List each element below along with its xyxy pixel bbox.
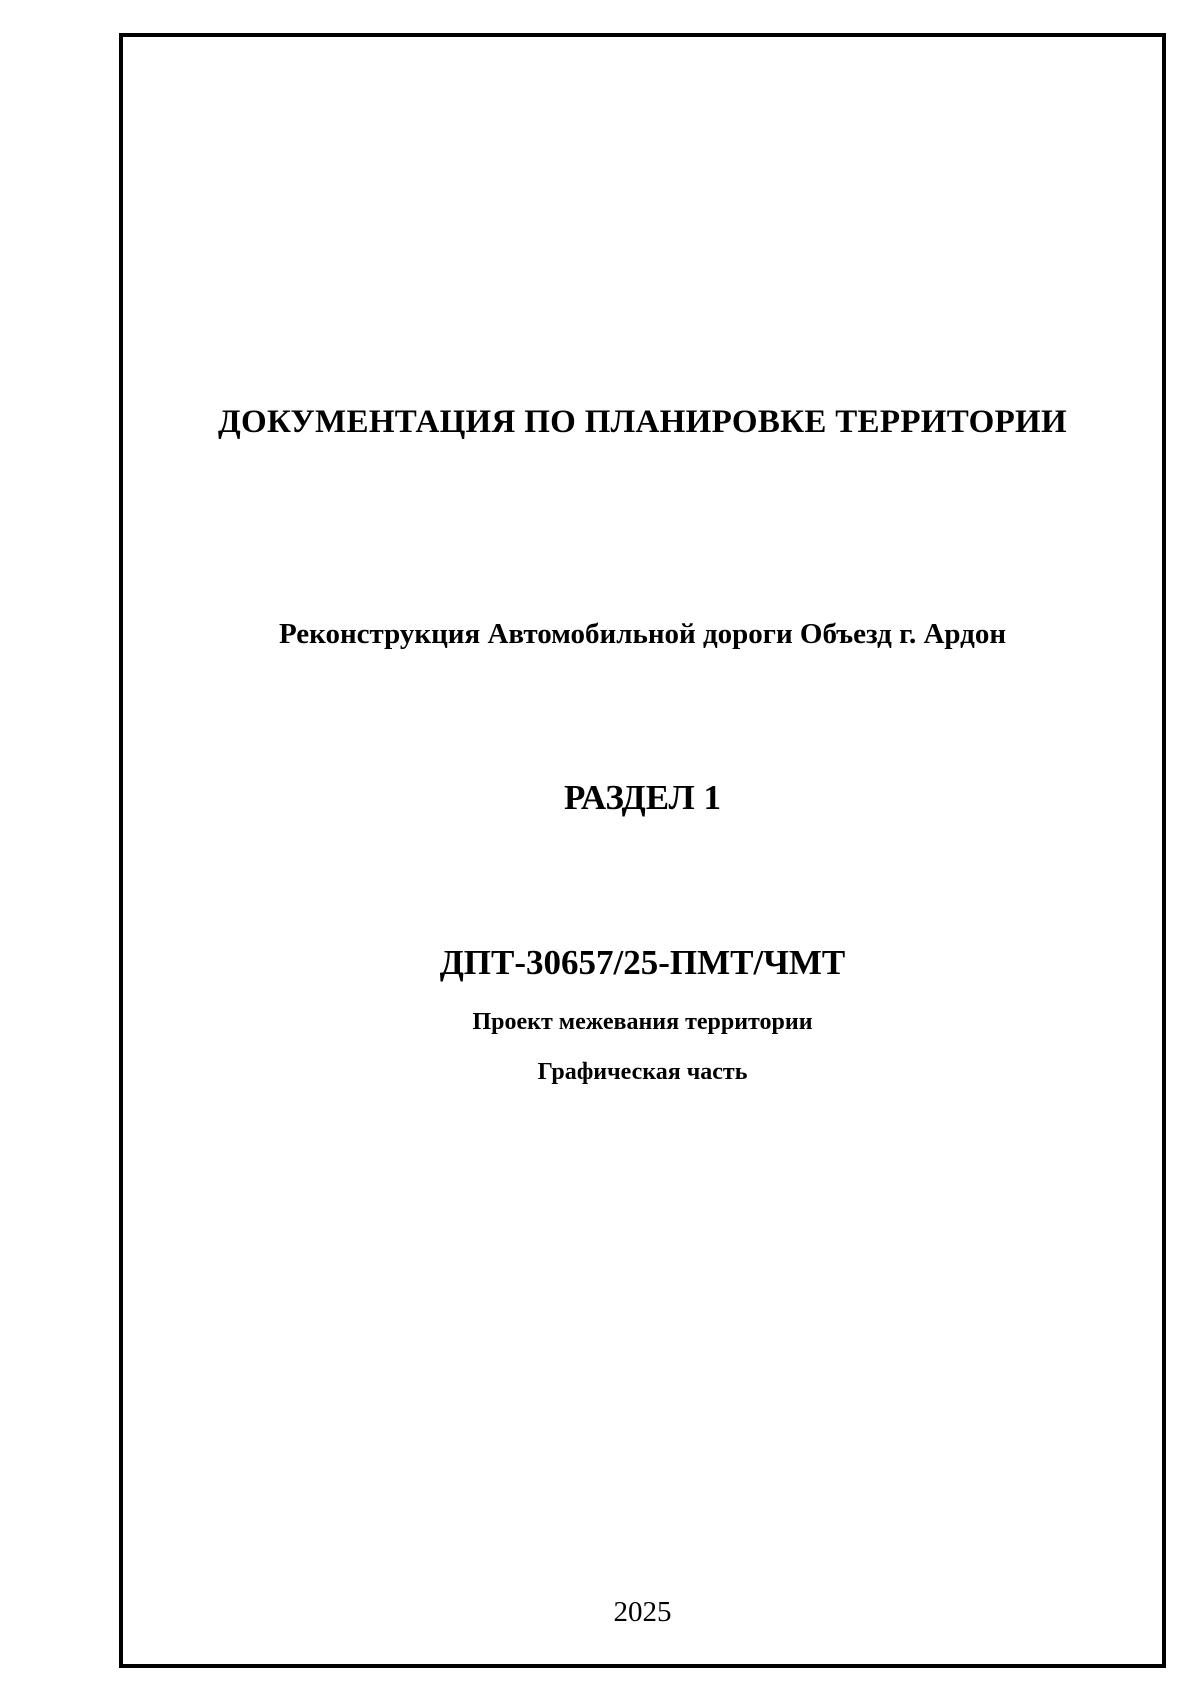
document-year: 2025	[613, 1596, 672, 1628]
section-number: РАЗДЕЛ 1	[564, 778, 721, 817]
document-part: Графическая часть	[537, 1059, 748, 1085]
page-border	[119, 33, 1166, 1668]
document-title: ДОКУМЕНТАЦИЯ ПО ПЛАНИРОВКЕ ТЕРРИТОРИИ	[218, 404, 1067, 440]
project-name: Реконструкция Автомобильной дороги Объезд г. Ардон	[278, 618, 1007, 650]
document-subtitle: Проект межевания территории	[472, 1009, 813, 1035]
document-code: ДПТ-30657/25-ПМТ/ЧМТ	[439, 943, 846, 982]
